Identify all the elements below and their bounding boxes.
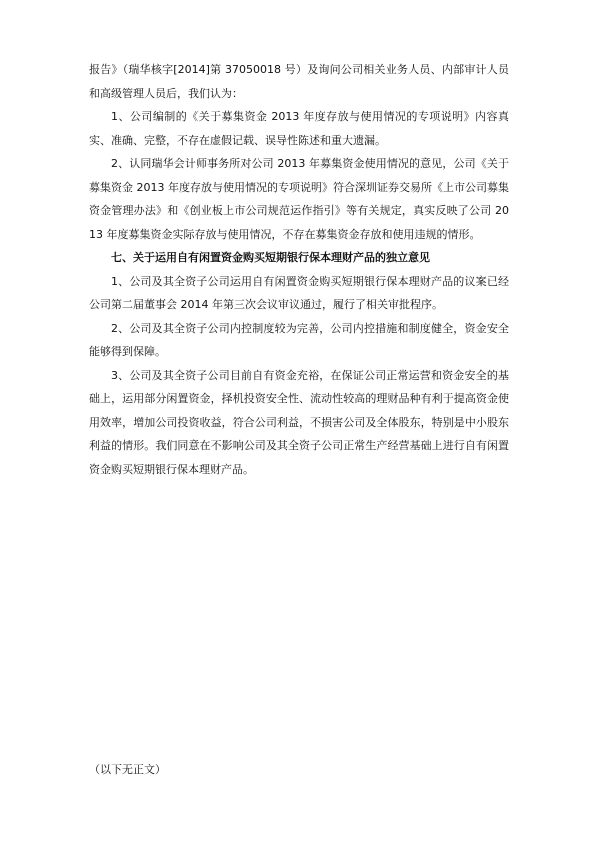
paragraph-section-item-3: 3、公司及其全资子公司目前自有资金充裕，在保证公司正常运营和资金安全的基础上，运用部分闲置资金，择机投资安全性、流动性较高的理财品种有利于提高资金使用效率，增加公司投资收益，符合公司利益，不损害公司及全体股东，特别是中小股东利益的情形。我们同意在不影响公司及其全资子公司正常生产经营基础上进行自有闲置资金购买短期银行保本理财产品。	[89, 368, 509, 476]
section-heading: 七、关于运用自有闲置资金购买短期银行保本理财产品的独立意见	[111, 251, 430, 264]
paragraph-section-item-1: 1、公司及其全资子公司运用自有闲置资金购买短期银行保本理财产品的议案已经公司第二届董事会 2014 年第三次会议审议通过，履行了相关审批程序。	[89, 274, 509, 311]
paragraph-opinion-item-1: 1、公司编制的《关于募集资金 2013 年度存放与使用情况的专项说明》内容真实、准确、完整，不存在虚假记载、误导性陈述和重大遗漏。	[89, 110, 509, 147]
paragraph-opinion-intro: 报告》（瑞华核字[2014]第 37050018 号）及询问公司相关业务人员、内部审计人员和高级管理人员后，我们认为：	[89, 63, 509, 100]
document-body	[89, 58, 509, 481]
paragraph-section-item-2: 2、公司及其全资子公司内控制度较为完善，公司内控措施和制度健全，资金安全能够得到保障。	[89, 321, 509, 358]
end-of-text-note: （以下无正文）	[89, 763, 166, 776]
paragraph-opinion-item-2: 2、认同瑞华会计师事务所对公司 2013 年募集资金使用情况的意见，公司《关于募集资金 2013 年度存放与使用情况的专项说明》符合深圳证券交易所《上市公司募集资金管理办法》和《创业板上市公司规范运作指引》等有关规定，真实反映了公司 2013 年度募集资金实际存放与使用情况，不存在募集资金存放和使用违规的情形。	[89, 157, 509, 241]
